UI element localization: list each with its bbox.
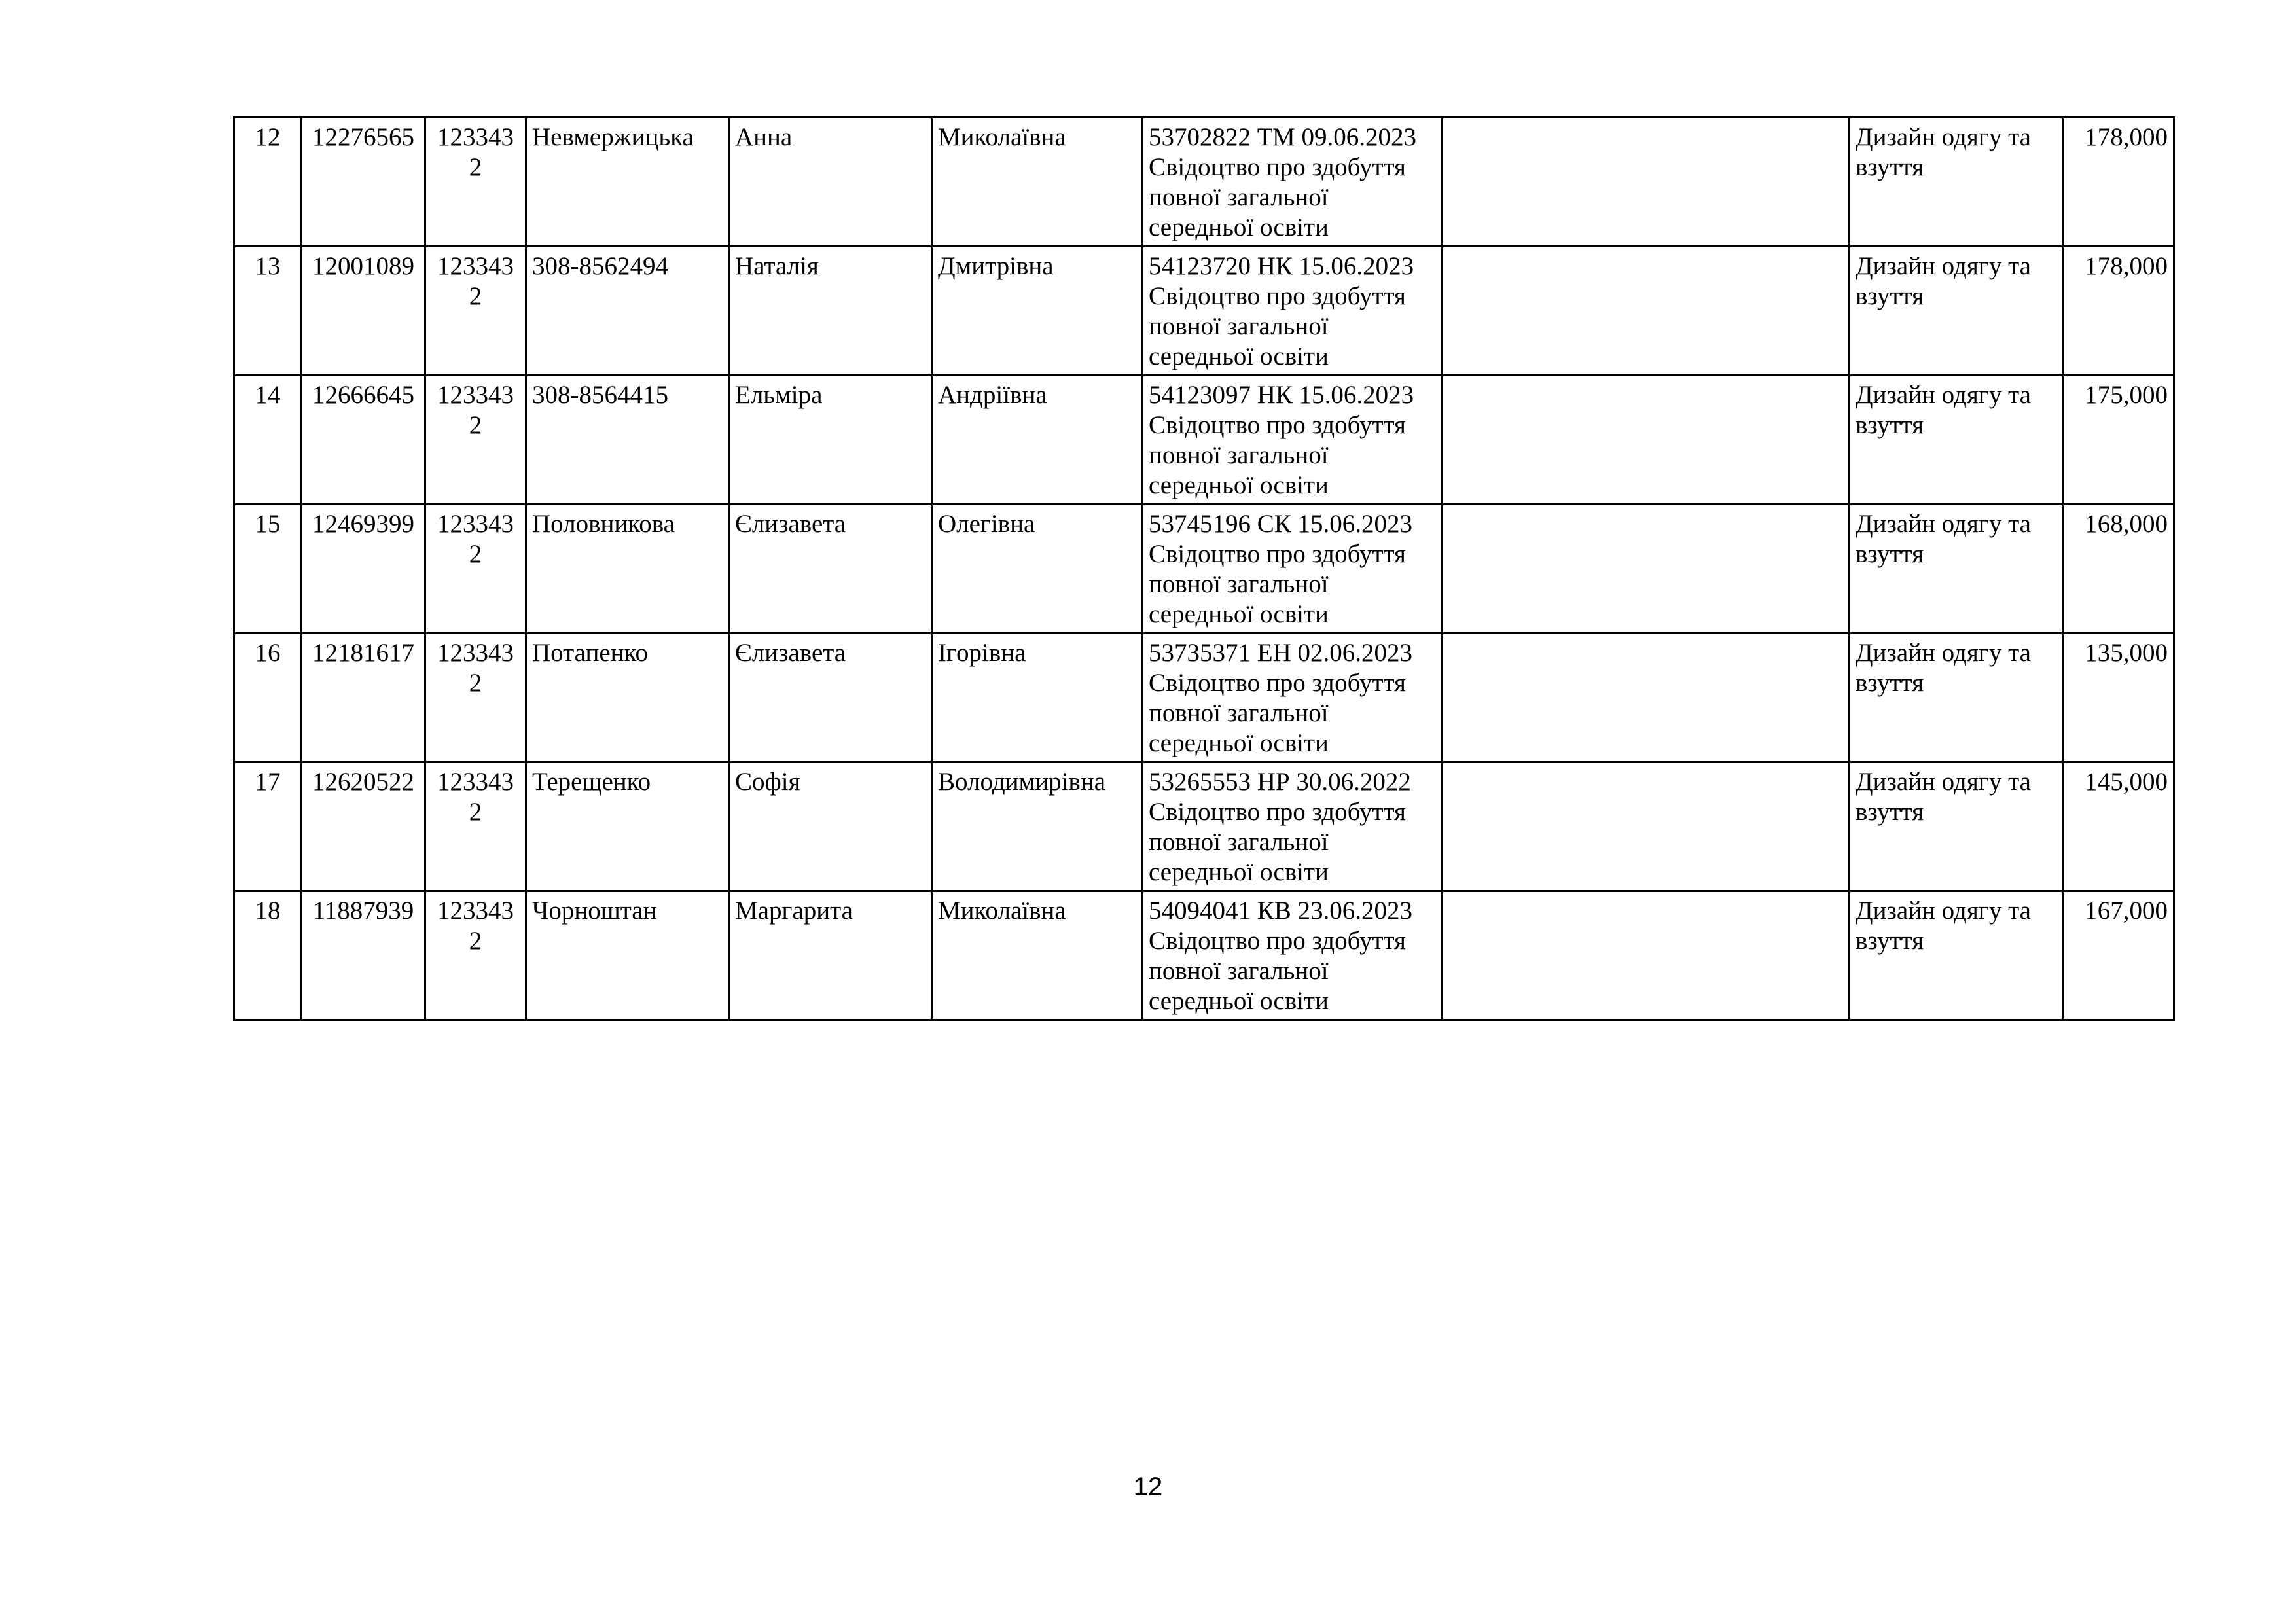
first-name-cell: Маргарита: [729, 891, 932, 1020]
score-cell: 178,000: [2063, 247, 2174, 376]
applicant-id-cell: 12620522: [302, 762, 425, 891]
document-cell: [1143, 891, 1443, 1020]
first-name-cell: Наталія: [729, 247, 932, 376]
document-number: 53735371 ЕН 02.06.2023: [1149, 639, 1412, 667]
first-name-cell: Ельміра: [729, 376, 932, 505]
surname-cell: Терещенко: [526, 762, 729, 891]
patronymic-cell: Ігорівна: [932, 633, 1143, 762]
applicant-id-cell: 12469399: [302, 505, 425, 633]
applicant-id-cell: 11887939: [302, 891, 425, 1020]
specialty-cell: Дизайн одягу та взуття: [1850, 247, 2063, 376]
row-number-cell: 15: [234, 505, 302, 633]
patronymic-cell: Миколаївна: [932, 118, 1143, 247]
row-number-cell: 18: [234, 891, 302, 1020]
note-cell: [1443, 633, 1850, 762]
row-number-cell: 13: [234, 247, 302, 376]
table-row: [234, 118, 2174, 247]
score-cell: 178,000: [2063, 118, 2174, 247]
specialty-cell: Дизайн одягу та взуття: [1850, 376, 2063, 505]
document-number: 53745196 СК 15.06.2023: [1149, 510, 1413, 538]
document-type: Свідоцтво про здобуття повної загальної середньої освіти: [1149, 153, 1406, 241]
program-code-cell: 1233432: [425, 247, 526, 376]
score-cell: 145,000: [2063, 762, 2174, 891]
patronymic-cell: Миколаївна: [932, 891, 1143, 1020]
document-cell: [1143, 118, 1443, 247]
surname-cell: Невмержицька: [526, 118, 729, 247]
applicant-id-cell: 12666645: [302, 376, 425, 505]
table-row: [234, 247, 2174, 376]
program-code-cell: 1233432: [425, 633, 526, 762]
first-name-cell: Анна: [729, 118, 932, 247]
patronymic-cell: Олегівна: [932, 505, 1143, 633]
document-number: 54123720 НК 15.06.2023: [1149, 252, 1414, 280]
table-row: [234, 505, 2174, 633]
document-number: 53702822 ТМ 09.06.2023: [1149, 123, 1416, 151]
specialty-cell: Дизайн одягу та взуття: [1850, 118, 2063, 247]
surname-cell: Чорноштан: [526, 891, 729, 1020]
specialty-cell: Дизайн одягу та взуття: [1850, 891, 2063, 1020]
table-row: [234, 376, 2174, 505]
row-number-cell: 14: [234, 376, 302, 505]
note-cell: [1443, 891, 1850, 1020]
applicant-id-cell: 12001089: [302, 247, 425, 376]
specialty-cell: Дизайн одягу та взуття: [1850, 762, 2063, 891]
surname-cell: 308-8562494: [526, 247, 729, 376]
surname-cell: Половникова: [526, 505, 729, 633]
row-number-cell: 16: [234, 633, 302, 762]
score-cell: 168,000: [2063, 505, 2174, 633]
program-code-cell: 1233432: [425, 118, 526, 247]
table-row: [234, 762, 2174, 891]
patronymic-cell: Андріївна: [932, 376, 1143, 505]
document-type: Свідоцтво про здобуття повної загальної середньої освіти: [1149, 798, 1406, 886]
table-body: [234, 118, 2174, 1020]
applicant-id-cell: 12276565: [302, 118, 425, 247]
note-cell: [1443, 762, 1850, 891]
surname-cell: 308-8564415: [526, 376, 729, 505]
applicants-table: [233, 116, 2175, 1021]
table-row: [234, 891, 2174, 1020]
document-cell: [1143, 376, 1443, 505]
applicant-id-cell: 12181617: [302, 633, 425, 762]
document-type: Свідоцтво про здобуття повної загальної середньої освіти: [1149, 927, 1406, 1015]
document-number: 54094041 КВ 23.06.2023: [1149, 897, 1413, 925]
score-cell: 135,000: [2063, 633, 2174, 762]
document-cell: [1143, 762, 1443, 891]
document-type: Свідоцтво про здобуття повної загальної середньої освіти: [1149, 282, 1406, 370]
table-row: [234, 633, 2174, 762]
row-number-cell: 12: [234, 118, 302, 247]
patronymic-cell: Дмитрівна: [932, 247, 1143, 376]
note-cell: [1443, 376, 1850, 505]
specialty-cell: Дизайн одягу та взуття: [1850, 505, 2063, 633]
first-name-cell: Софія: [729, 762, 932, 891]
document-number: 54123097 НК 15.06.2023: [1149, 381, 1414, 409]
note-cell: [1443, 247, 1850, 376]
note-cell: [1443, 505, 1850, 633]
program-code-cell: 1233432: [425, 505, 526, 633]
document-cell: [1143, 505, 1443, 633]
first-name-cell: Єлизавета: [729, 505, 932, 633]
program-code-cell: 1233432: [425, 891, 526, 1020]
program-code-cell: 1233432: [425, 376, 526, 505]
score-cell: 175,000: [2063, 376, 2174, 505]
document-type: Свідоцтво про здобуття повної загальної середньої освіти: [1149, 411, 1406, 499]
document-type: Свідоцтво про здобуття повної загальної середньої освіти: [1149, 540, 1406, 628]
document-cell: [1143, 247, 1443, 376]
score-cell: 167,000: [2063, 891, 2174, 1020]
row-number-cell: 17: [234, 762, 302, 891]
first-name-cell: Єлизавета: [729, 633, 932, 762]
page-number: 12: [1133, 1472, 1163, 1501]
specialty-cell: Дизайн одягу та взуття: [1850, 633, 2063, 762]
patronymic-cell: Володимирівна: [932, 762, 1143, 891]
document-type: Свідоцтво про здобуття повної загальної середньої освіти: [1149, 669, 1406, 757]
program-code-cell: 1233432: [425, 762, 526, 891]
surname-cell: Потапенко: [526, 633, 729, 762]
document-cell: [1143, 633, 1443, 762]
note-cell: [1443, 118, 1850, 247]
document-number: 53265553 НР 30.06.2022: [1149, 768, 1411, 796]
